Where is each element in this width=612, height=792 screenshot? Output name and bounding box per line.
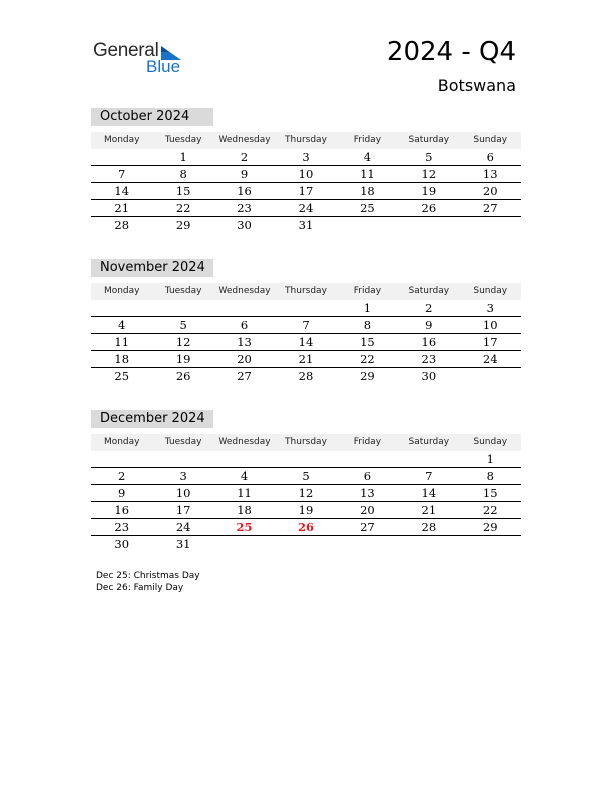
day-cell: 7: [118, 167, 126, 181]
day-cell: 14: [421, 486, 437, 500]
day-cell: 3: [486, 301, 494, 315]
day-cell: 6: [240, 318, 249, 332]
day-cell: 4: [240, 469, 249, 483]
day-cell: 18: [360, 184, 375, 198]
day-cell: 31: [298, 218, 314, 232]
weekday-label: Friday: [353, 286, 382, 296]
weekday-header-row: [91, 132, 521, 149]
day-cell: 13: [237, 335, 252, 349]
day-cell: 13: [360, 486, 375, 500]
day-cell: 29: [482, 520, 498, 534]
day-cell: [275, 300, 336, 316]
day-cell: 10: [482, 318, 498, 332]
week-row: [91, 183, 521, 200]
day-cell: 16: [114, 503, 130, 517]
day-cell: 8: [179, 167, 187, 181]
weekday-label: Thursday: [285, 437, 327, 447]
week-row: [91, 368, 521, 384]
day-cell: [398, 217, 459, 233]
week-row: [91, 334, 521, 351]
weekday-label: Wednesday: [218, 286, 271, 296]
day-cell: 22: [360, 352, 375, 366]
weekday-label: Sunday: [473, 437, 508, 447]
day-cell: 1: [179, 150, 187, 164]
month-title-label: December 2024: [100, 411, 205, 426]
day-cell: 30: [114, 537, 130, 551]
weekday-label: Monday: [103, 135, 140, 145]
day-cell: 14: [298, 335, 314, 349]
day-cell: 24: [298, 201, 314, 215]
day-cell: 15: [482, 486, 498, 500]
week-row: [91, 317, 521, 334]
day-cell: 20: [237, 352, 252, 366]
day-cell: 4: [118, 318, 126, 332]
day-cell: 2: [240, 150, 249, 164]
day-cell: 2: [118, 469, 126, 483]
day-cell: 23: [114, 520, 130, 534]
day-cell: 10: [298, 167, 314, 181]
generalblue-logo: [93, 40, 193, 80]
holiday-day-cell: 26: [297, 520, 314, 534]
weekday-label: Wednesday: [218, 135, 271, 145]
day-cell: 6: [486, 150, 494, 164]
day-cell: 21: [298, 352, 314, 366]
week-row: [91, 217, 521, 233]
day-cell: 24: [482, 352, 498, 366]
holiday-day-cell: 25: [236, 520, 253, 534]
day-cell: 2: [425, 301, 433, 315]
weekday-header-row: [91, 283, 521, 300]
day-cell: 11: [114, 335, 130, 349]
day-cell: 8: [486, 469, 494, 483]
weekday-label: Tuesday: [164, 286, 202, 296]
day-cell: 26: [175, 369, 191, 383]
weekday-label: Wednesday: [218, 437, 271, 447]
day-cell: [214, 451, 275, 467]
day-cell: [152, 300, 213, 316]
month-november: [91, 259, 521, 384]
week-row: [91, 536, 521, 552]
day-cell: 9: [118, 486, 126, 500]
day-cell: 30: [237, 218, 252, 232]
day-cell: 28: [298, 369, 314, 383]
day-cell: 12: [421, 167, 437, 181]
page-title: 2024 - Q4: [386, 37, 516, 67]
holiday-notes: [96, 570, 200, 594]
day-cell: [152, 451, 213, 467]
weekday-label: Tuesday: [164, 135, 202, 145]
day-cell: 6: [363, 469, 372, 483]
day-cell: [275, 451, 336, 467]
week-row: [91, 451, 521, 468]
day-cell: [91, 300, 152, 316]
weekday-label: Friday: [353, 135, 382, 145]
day-cell: 29: [360, 369, 375, 383]
day-cell: 17: [298, 184, 314, 198]
day-cell: 5: [179, 318, 187, 332]
day-cell: 20: [482, 184, 498, 198]
week-row: [91, 519, 521, 536]
week-row: [91, 502, 521, 519]
day-cell: 1: [486, 452, 494, 466]
weekday-header-row: [91, 434, 521, 451]
day-cell: 19: [421, 184, 437, 198]
day-cell: 28: [114, 218, 130, 232]
day-cell: 28: [421, 520, 437, 534]
weekday-label: Sunday: [473, 286, 508, 296]
day-cell: 12: [298, 486, 314, 500]
day-cell: 15: [175, 184, 191, 198]
day-cell: 31: [175, 537, 191, 551]
weekday-label: Saturday: [408, 437, 450, 447]
day-cell: 11: [360, 167, 375, 181]
day-cell: 3: [302, 150, 310, 164]
day-cell: 10: [175, 486, 191, 500]
day-cell: 3: [179, 469, 187, 483]
day-cell: 23: [237, 201, 252, 215]
day-cell: 20: [360, 503, 375, 517]
day-cell: 22: [482, 503, 498, 517]
day-cell: 5: [425, 150, 433, 164]
day-cell: [275, 536, 336, 552]
weekday-label: Saturday: [408, 135, 450, 145]
month-title: [91, 259, 213, 277]
week-row: [91, 149, 521, 166]
day-cell: [398, 451, 459, 467]
day-cell: 18: [237, 503, 252, 517]
day-cell: 27: [482, 201, 498, 215]
day-cell: 7: [302, 318, 310, 332]
day-cell: [460, 368, 521, 384]
month-title: [91, 108, 213, 126]
day-cell: 13: [482, 167, 498, 181]
day-cell: [91, 451, 152, 467]
month-title-label: October 2024: [100, 109, 190, 124]
logo-blue-text: Blue: [146, 57, 181, 76]
weekday-label: Monday: [103, 437, 140, 447]
day-cell: [460, 217, 521, 233]
day-cell: [337, 217, 398, 233]
month-title: [91, 410, 213, 428]
day-cell: 18: [114, 352, 130, 366]
day-cell: 16: [421, 335, 437, 349]
day-cell: 22: [175, 201, 191, 215]
country-name: Botswana: [437, 76, 516, 95]
week-row: [91, 166, 521, 183]
day-cell: 24: [175, 520, 191, 534]
holiday-note: Dec 26: Family Day: [96, 583, 184, 593]
day-cell: 16: [237, 184, 252, 198]
day-cell: 26: [421, 201, 437, 215]
day-cell: 27: [360, 520, 375, 534]
weekday-label: Thursday: [285, 286, 327, 296]
day-cell: [214, 536, 275, 552]
day-cell: 17: [175, 503, 191, 517]
week-row: [91, 300, 521, 317]
weekday-label: Tuesday: [164, 437, 202, 447]
day-cell: 27: [237, 369, 252, 383]
day-cell: 21: [114, 201, 130, 215]
day-cell: 8: [363, 318, 372, 332]
week-row: [91, 351, 521, 368]
day-cell: 21: [421, 503, 437, 517]
weekday-label: Friday: [353, 437, 382, 447]
day-cell: 5: [302, 469, 310, 483]
month-title-label: November 2024: [100, 260, 205, 275]
day-cell: 9: [240, 167, 249, 181]
day-cell: [214, 300, 275, 316]
day-cell: 9: [425, 318, 433, 332]
day-cell: 19: [175, 352, 191, 366]
day-cell: 14: [114, 184, 130, 198]
day-cell: 12: [175, 335, 191, 349]
day-cell: 7: [425, 469, 433, 483]
day-cell: 17: [482, 335, 498, 349]
day-cell: [91, 149, 152, 165]
day-cell: 15: [360, 335, 375, 349]
week-row: [91, 468, 521, 485]
day-cell: 29: [175, 218, 191, 232]
month-december: [91, 410, 521, 552]
week-row: [91, 200, 521, 217]
weekday-label: Saturday: [408, 286, 450, 296]
weekday-label: Sunday: [473, 135, 508, 145]
weekday-label: Monday: [103, 286, 140, 296]
day-cell: [337, 536, 398, 552]
day-cell: 19: [298, 503, 314, 517]
day-cell: 23: [421, 352, 437, 366]
day-cell: [337, 451, 398, 467]
day-cell: 1: [363, 301, 372, 315]
day-cell: 30: [421, 369, 437, 383]
day-cell: 25: [114, 369, 130, 383]
week-row: [91, 485, 521, 502]
logo-general-text: General: [93, 40, 159, 61]
weekday-label: Thursday: [285, 135, 327, 145]
holiday-note: Dec 25: Christmas Day: [96, 571, 200, 581]
month-october: [91, 108, 521, 233]
day-cell: 11: [237, 486, 252, 500]
day-cell: 4: [363, 150, 372, 164]
day-cell: 25: [360, 201, 375, 215]
day-cell: [398, 536, 459, 552]
day-cell: [460, 536, 521, 552]
